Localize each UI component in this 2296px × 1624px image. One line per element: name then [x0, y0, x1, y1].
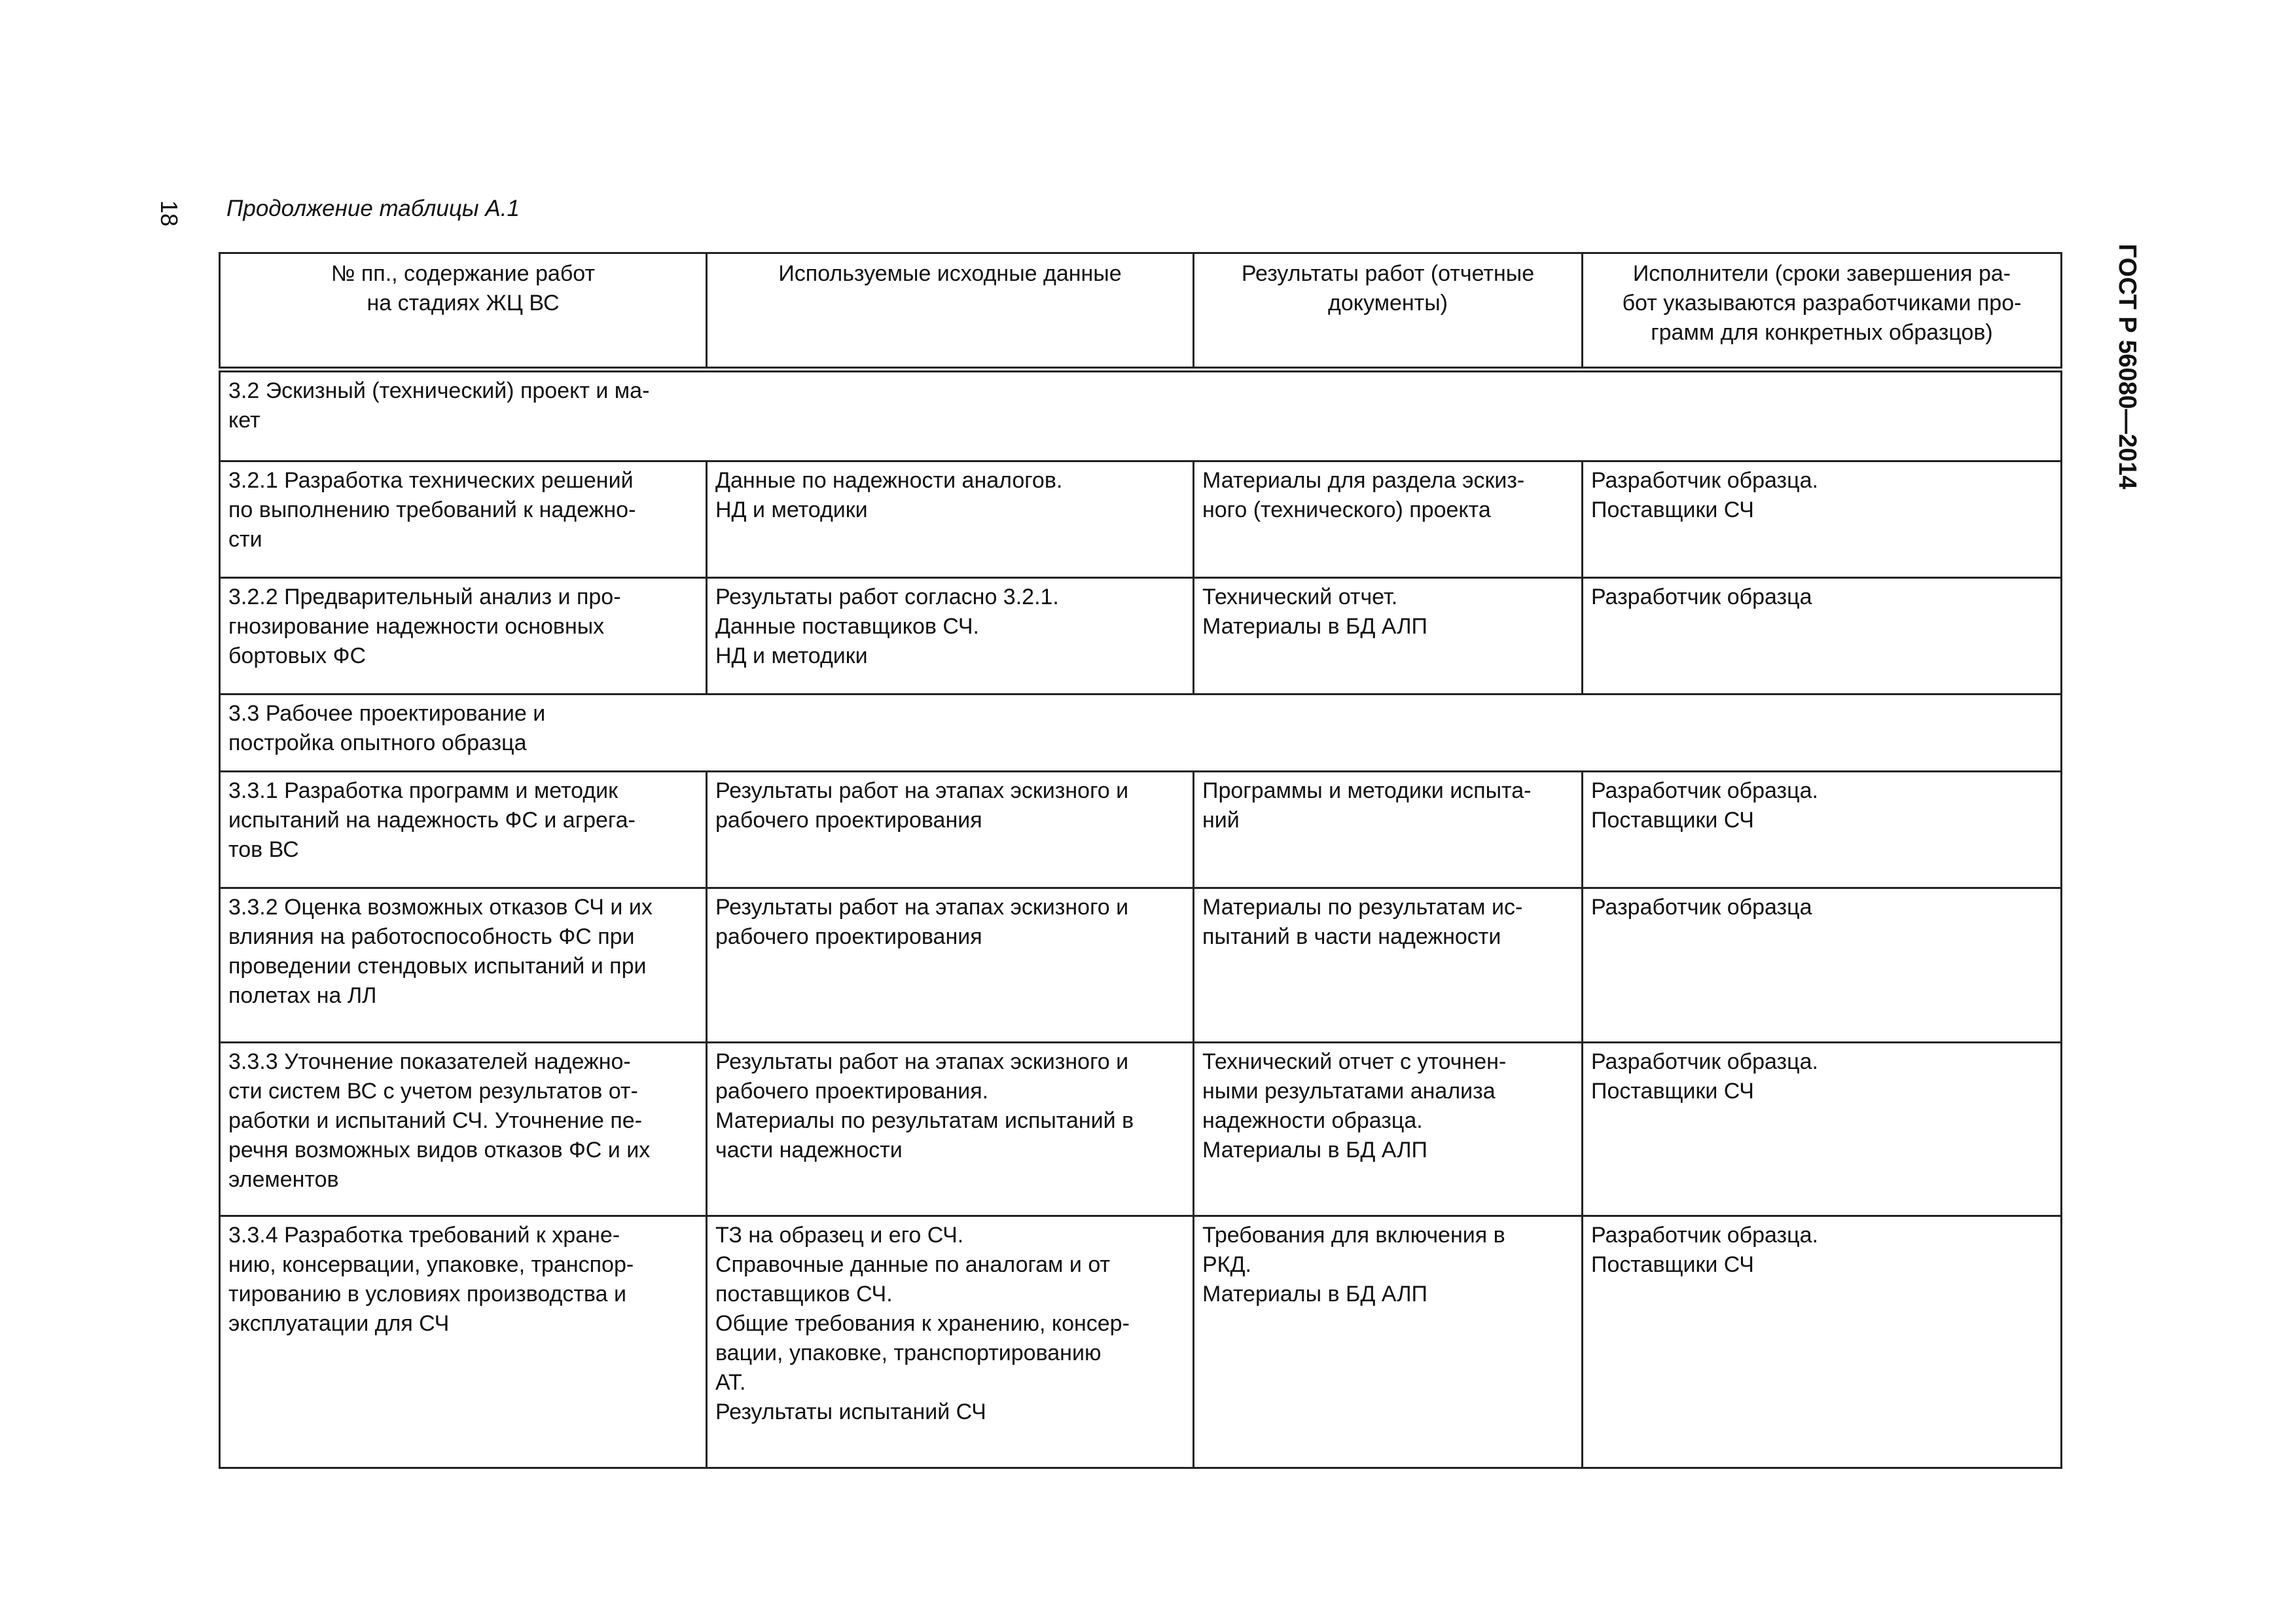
table-cell [1194, 1216, 1583, 1468]
table-cell [1583, 772, 2062, 888]
table-cell [707, 772, 1194, 888]
cell-text: 3.3.3 Уточнение показателей надежно- сти систем ВС с учетом результатов от- работки и испытаний СЧ. Уточнение пе- речня возможных видов отказов ФС и их элементов [228, 1049, 651, 1192]
table-cell [220, 1216, 707, 1468]
header-label: Используемые исходные данные [778, 261, 1122, 286]
cell-text: 3.3.1 Разработка программ и методик испытаний на надежность ФС и агрега- тов ВС [228, 778, 636, 862]
table-cell [1194, 578, 1583, 695]
section-cell [220, 695, 2062, 772]
requirements-table [219, 252, 2062, 1469]
cell-text: Материалы для раздела эскиз- ного (технического) проекта [1202, 468, 1525, 522]
table-cell [220, 578, 707, 695]
header-cell-results [1194, 253, 1583, 370]
header-cell-input-data [707, 253, 1194, 370]
cell-text: Результаты работ на этапах эскизного и рабочего проектирования [715, 778, 1129, 833]
section-title: 3.3 Рабочее проектирование и постройка опытного образца [228, 701, 546, 755]
table-cell [1583, 461, 2062, 578]
table-cell [1194, 461, 1583, 578]
table-cell [1583, 578, 2062, 695]
cell-text: Требования для включения в РКД. Материалы в БД АЛП [1202, 1223, 1505, 1307]
header-label: № пп., содержание работ на стадиях ЖЦ ВС [331, 261, 596, 316]
cell-text: Материалы по результатам ис- пытаний в части надежности [1202, 895, 1523, 949]
table-row [220, 1043, 2062, 1216]
cell-text: Разработчик образца. Поставщики СЧ [1591, 778, 1818, 833]
header-label: Исполнители (сроки завершения ра- бот указываются разработчиками про- грамм для конкретных образцов) [1622, 261, 2022, 345]
table-cell [707, 578, 1194, 695]
table-cell [707, 888, 1194, 1043]
table-cell [707, 1043, 1194, 1216]
table-row [220, 461, 2062, 578]
table-cell [1194, 1043, 1583, 1216]
table-cell [1583, 888, 2062, 1043]
cell-text: Результаты работ на этапах эскизного и рабочего проектирования. Материалы по результатам испытаний в части надежности [715, 1049, 1134, 1163]
section-title: 3.2 Эскизный (технический) проект и ма- кет [228, 378, 650, 433]
cell-text: Разработчик образца. Поставщики СЧ [1591, 1223, 1818, 1277]
table-row [220, 578, 2062, 695]
table-cell [1583, 1043, 2062, 1216]
table-cell [707, 1216, 1194, 1468]
table-cell [220, 772, 707, 888]
section-row [220, 370, 2062, 461]
table-row [220, 772, 2062, 888]
cell-text: Результаты работ согласно 3.2.1. Данные поставщиков СЧ. НД и методики [715, 585, 1059, 668]
section-cell [220, 370, 2062, 461]
table-cell [1194, 888, 1583, 1043]
header-cell-work [220, 253, 707, 370]
cell-text: Программы и методики испыта- ний [1202, 778, 1532, 833]
table-row [220, 888, 2062, 1043]
cell-text: 3.2.1 Разработка технических решений по выполнению требований к надежно- сти [228, 468, 636, 552]
cell-text: 3.3.2 Оценка возможных отказов СЧ и их влияния на работоспособность ФС при проведении стендовых испытаний и при полетах на ЛЛ [228, 895, 653, 1008]
cell-text: Разработчик образца. Поставщики СЧ [1591, 1049, 1818, 1104]
table-caption: Продолжение таблицы А.1 [226, 196, 520, 221]
table-cell [220, 461, 707, 578]
cell-text: Разработчик образца [1591, 585, 1812, 609]
cell-text: Разработчик образца. Поставщики СЧ [1591, 468, 1818, 522]
cell-text: Результаты работ на этапах эскизного и рабочего проектирования [715, 895, 1129, 949]
header-label: Результаты работ (отчетные документы) [1241, 261, 1535, 316]
cell-text: 3.3.4 Разработка требований к хране- нию, консервации, упаковке, транспор- тированию в условиях производства и эксплуатации для СЧ [228, 1223, 634, 1336]
cell-text: 3.2.2 Предварительный анализ и про- гнозирование надежности основных бортовых ФС [228, 585, 621, 668]
table-row [220, 1216, 2062, 1468]
cell-text: ТЗ на образец и его СЧ. Справочные данные по аналогам и от поставщиков СЧ. Общие требования к хранению, консер- вации, упаковке, транспортированию АТ. Результаты испытаний СЧ [715, 1223, 1130, 1424]
table-header-row [220, 253, 2062, 370]
document-code: ГОСТ Р 56080—2014 [2113, 244, 2141, 490]
page-number: 18 [156, 200, 183, 227]
header-cell-executors [1583, 253, 2062, 370]
cell-text: Разработчик образца [1591, 895, 1812, 920]
table-cell [220, 888, 707, 1043]
section-row [220, 695, 2062, 772]
table-cell [1194, 772, 1583, 888]
cell-text: Данные по надежности аналогов. НД и методики [715, 468, 1063, 522]
cell-text: Технический отчет с уточнен- ными результатами анализа надежности образца. Материалы в БД АЛП [1202, 1049, 1507, 1163]
table-cell [707, 461, 1194, 578]
cell-text: Технический отчет. Материалы в БД АЛП [1202, 585, 1427, 639]
table-cell [1583, 1216, 2062, 1468]
table-cell [220, 1043, 707, 1216]
